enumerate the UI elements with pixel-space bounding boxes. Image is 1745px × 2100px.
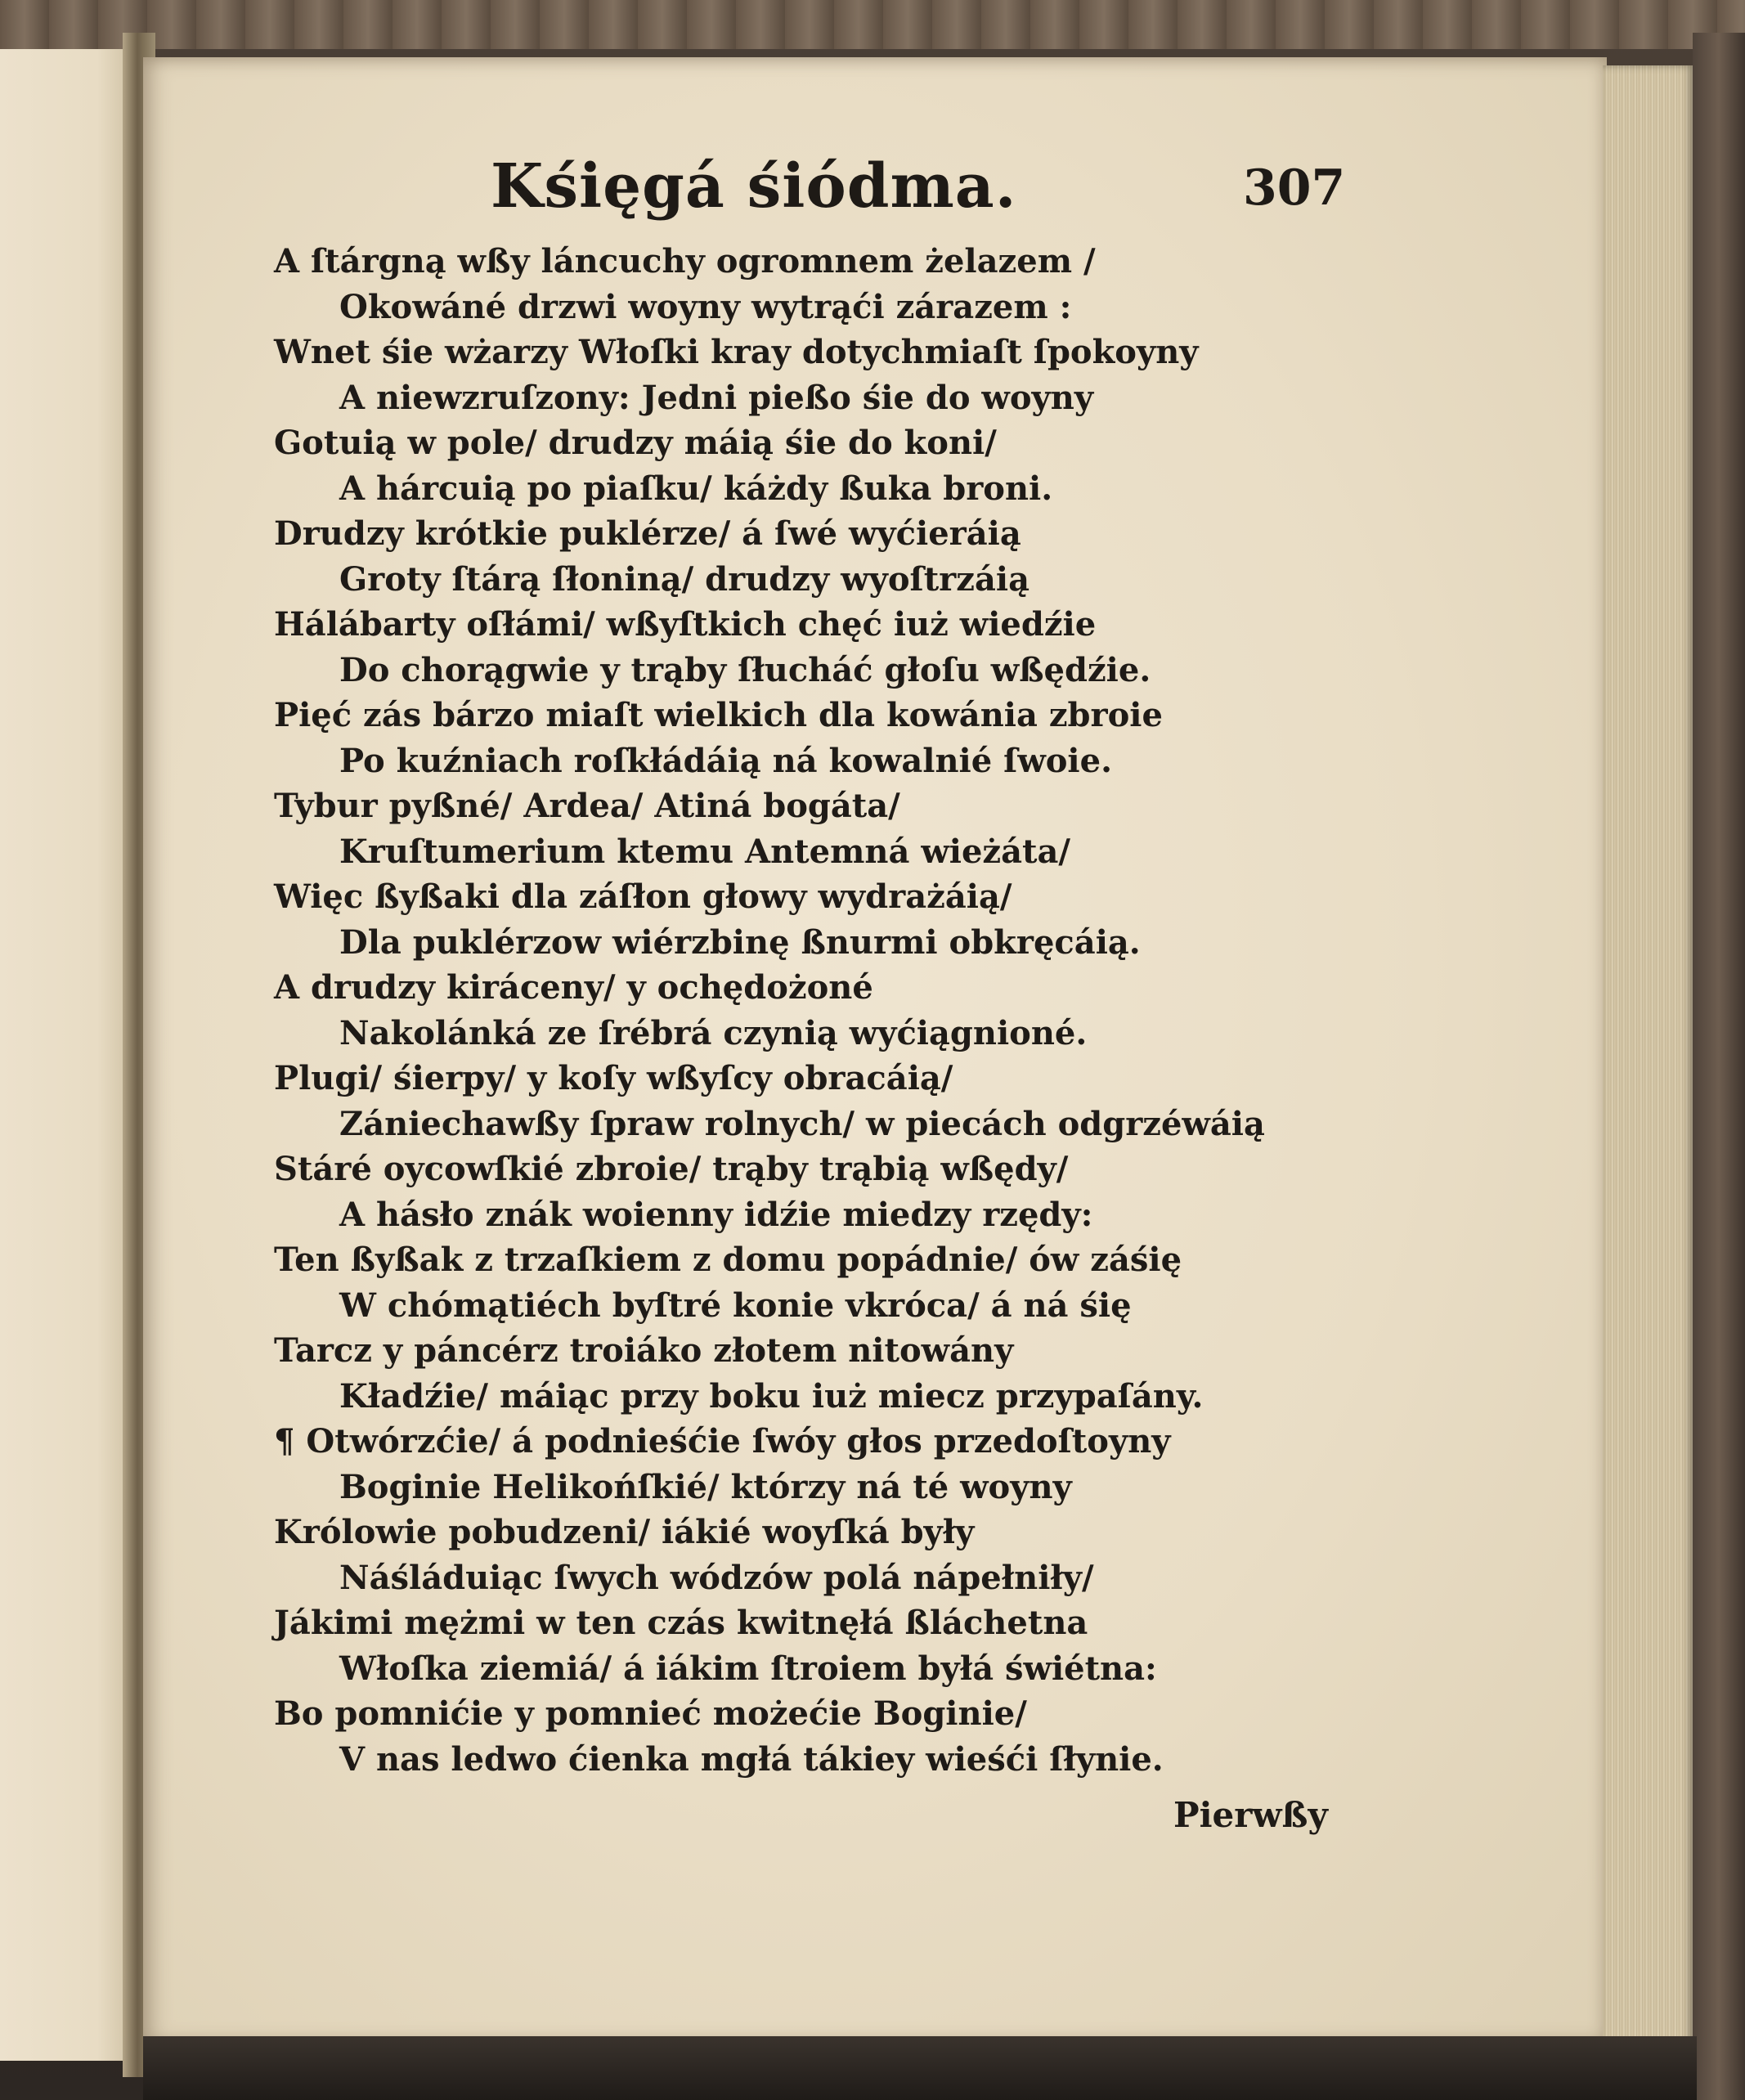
left-page [0,49,139,2061]
verse-line: Kładźie/ máiąc przy boku iuż miecz przypaſány. [339,1376,1204,1416]
verse-line: Nakolánká ze ſrébrá czynią wyćiągnioné. [339,1013,1088,1052]
verse-line: Po kuźniach roſkłádáią ná kowalnié ſwoie. [339,741,1112,780]
verse-line: Tarcz y páncérz troiáko złotem nitowány [274,1331,1014,1370]
verse-line: Boginie Helikońſkié/ którzy ná té woyny [339,1467,1072,1506]
verse-line: A hásło znák woienny idźie miedzy rzędy: [339,1195,1093,1234]
running-head: Kśięgá śiódma. [491,151,1017,222]
verse-line: A drudzy kiráceny/ y ochędożoné [274,968,873,1007]
verse-line: Drudzy krótkie puklérze/ á ſwé wyćieráią [274,514,1021,553]
verse-line: A hárcuią po piaſku/ káżdy ßuka broni. [339,469,1053,508]
page-edges [1603,65,1693,2044]
verse-line: Więc ßyßaki dla záſłon głowy wydrażáią/ [274,877,1012,916]
verse-line: Zániechawßy ſpraw rolnych/ w piecách odgrzéwáią [339,1104,1265,1143]
verse-line: A niewzruſzony: Jedni pießo śie do woyny [339,378,1094,417]
verse-line: Dla puklérzow wiérzbinę ßnurmi obkręcáią. [339,922,1141,962]
verse-line: Náśláduiąc ſwych wódzów polá nápełniły/ [339,1558,1094,1597]
page-number: 307 [1243,159,1346,217]
catchword: Pierwßy [1173,1795,1328,1835]
verse-line: Wnet śie wżarzy Włoſki kray dotychmiaſt ſpokoyny [274,333,1199,371]
verse-line: Groty ſtárą ſłoniną/ drudzy wyoſtrzáią [339,559,1030,599]
book-cover-edge [1693,33,1745,2100]
verse-line: Stáré oycowſkié zbroie/ trąby trąbią wßędy/ [274,1150,1069,1188]
verse-line: A ſtárgną wßy láncuchy ogromnem żelazem / [274,242,1096,280]
verse-line: Hálábarty oſłámi/ wßyſtkich chęć iuż wiedźie [274,605,1097,644]
verse-line: Ten ßyßak z trzaſkiem z domu popádnie/ ów záśię [274,1241,1182,1279]
bottom-shadow [143,2036,1697,2100]
verse-line: Bo pomnićie y pomnieć możećie Boginie/ [274,1694,1027,1733]
verse-line: Królowie pobudzeni/ iákié woyſká były [274,1513,975,1551]
verse-line: Kruſtumerium ktemu Antemná wieżáta/ [339,832,1071,871]
verse-line: Okowáné drzwi woyny wytrąći zárazem : [339,287,1072,326]
verse-line: Tybur pyßné/ Ardea/ Atiná bogáta/ [274,787,900,825]
verse-line: W chómątiéch byſtré konie vkróca/ á ná śię [339,1286,1132,1325]
verse-line: ¶ Otwórzćie/ á podnieśćie ſwóy głos przedoſtoyny [274,1422,1171,1461]
verse-line: Do chorągwie y trąby ſłucháć głoſu wßędźie. [339,650,1151,689]
verse-line: Jákimi mężmi w ten czás kwitnęłá ßláchetna [274,1604,1088,1642]
verse-line: V nas ledwo ćienka mgłá tákiey wieśći ſłynie. [339,1739,1164,1779]
verse-line: Gotuią w pole/ drudzy máią śie do koni/ [274,424,997,462]
verse-line: Włoſka ziemiá/ á iákim ſtroiem byłá świétna: [339,1649,1157,1688]
binding-edge [0,0,1745,49]
verse-line: Pięć zás bárzo miaſt wielkich dla kowánia zbroie [274,696,1163,734]
verse-line: Plugi/ śierpy/ y koſy wßyſcy obracáią/ [274,1059,953,1097]
